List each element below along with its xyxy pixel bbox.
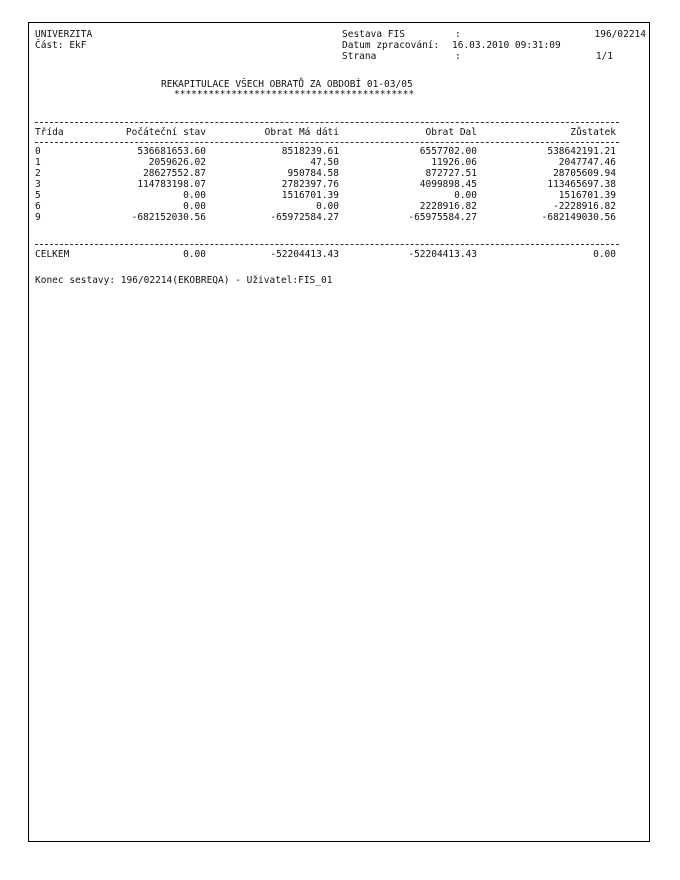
row-debit: 950784.58 [287,168,339,179]
row-opening-balance: 536681653.60 [137,146,206,157]
row-class: 5 [35,190,41,201]
row-opening-balance: 0.00 [183,201,206,212]
row-debit: 8518239.61 [281,146,339,157]
report-page [28,22,650,842]
total-label: CELKEM [35,249,70,260]
row-credit: 4099898.45 [419,179,477,190]
table-header-rule [35,142,619,143]
row-credit: 2228916.82 [419,201,477,212]
row-credit: -65975584.27 [408,212,477,223]
total-debit: -52204413.43 [270,249,339,260]
row-credit: 872727.51 [425,168,477,179]
row-opening-balance: 114783198.07 [137,179,206,190]
title-underline: ****************************************** [174,89,415,100]
row-credit: 6557702.00 [419,146,477,157]
column-header-debit: Obrat Má dáti [264,127,339,138]
row-debit: 1516701.39 [281,190,339,201]
table-total-rule [35,244,619,245]
total-balance: 0.00 [593,249,616,260]
page-label: Strana [342,51,377,62]
org-name: UNIVERZITA [35,29,93,40]
row-class: 3 [35,179,41,190]
row-opening-balance: -682152030.56 [131,212,206,223]
org-unit: Část: EkF [35,40,87,51]
report-label: Sestava FIS [342,29,405,40]
report-footer: Konec sestavy: 196/02214(EKOBREQA) - Uživatel:FIS_01 [35,275,333,286]
row-opening-balance: 2059626.02 [148,157,206,168]
report-number: 196/02214 [594,29,646,40]
row-credit: 11926.06 [431,157,477,168]
row-debit: 0.00 [316,201,339,212]
row-class: 6 [35,201,41,212]
total-opening-balance: 0.00 [183,249,206,260]
report-title: REKAPITULACE VŠECH OBRATŮ ZA OBDOBÍ 01-03/05 [161,79,413,90]
row-debit: -65972584.27 [270,212,339,223]
row-opening-balance: 0.00 [183,190,206,201]
page-number: 1/1 [595,51,613,62]
table-top-rule [35,122,619,123]
row-credit: 0.00 [454,190,477,201]
row-balance: -682149030.56 [541,212,616,223]
report-separator: : [455,29,461,40]
column-header-opening-balance: Počáteční stav [125,127,206,138]
column-header-credit: Obrat Dal [425,127,477,138]
row-opening-balance: 28627552.87 [143,168,206,179]
column-header-balance: Zůstatek [570,127,616,138]
date-label: Datum zpracování: [342,40,440,51]
row-balance: 28705609.94 [553,168,616,179]
page-separator: : [455,51,461,62]
row-class: 1 [35,157,41,168]
row-balance: 113465697.38 [547,179,616,190]
date-value: 16.03.2010 09:31:09 [452,40,561,51]
row-class: 9 [35,212,41,223]
row-balance: 1516701.39 [558,190,616,201]
row-debit: 47.50 [310,157,339,168]
column-header-class: Třída [35,127,64,138]
row-balance: -2228916.82 [553,201,616,212]
row-balance: 538642191.21 [547,146,616,157]
row-debit: 2782397.76 [281,179,339,190]
row-balance: 2047747.46 [558,157,616,168]
total-credit: -52204413.43 [408,249,477,260]
row-class: 0 [35,146,41,157]
row-class: 2 [35,168,41,179]
